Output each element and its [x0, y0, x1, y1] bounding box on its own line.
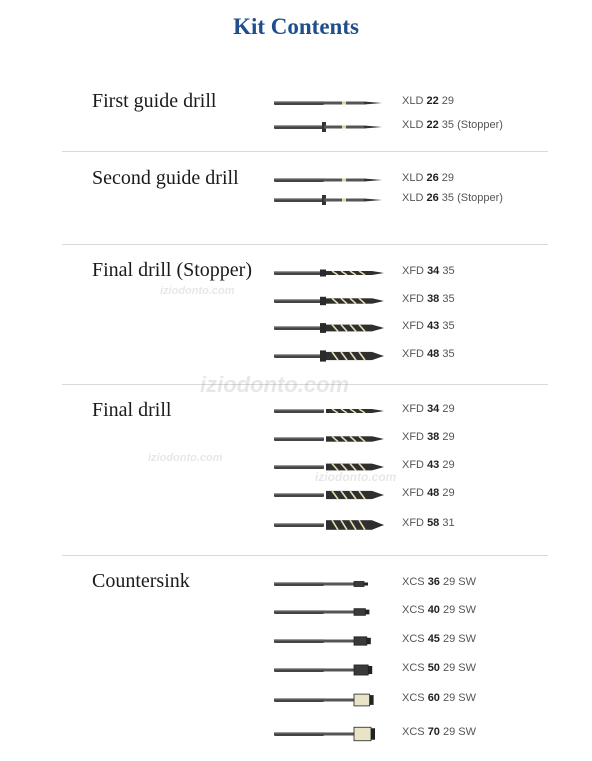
item-code-suffix: 29: [441, 172, 455, 184]
final-drill-icon: [272, 292, 392, 310]
kit-item: [272, 603, 552, 619]
item-code-size: 50: [427, 662, 440, 674]
item-code: [402, 692, 476, 704]
item-code-prefix: XLD: [402, 95, 424, 107]
item-code-prefix: XCS: [402, 726, 425, 738]
section-label: Final drill: [92, 399, 172, 421]
item-code-suffix: 29: [441, 95, 455, 107]
final-drill-icon: [272, 402, 392, 420]
item-code-prefix: XCS: [402, 576, 425, 588]
kit-item: [272, 516, 552, 532]
item-code-size: 38: [427, 293, 440, 305]
item-code-prefix: XFD: [402, 459, 424, 471]
section-label: Second guide drill: [92, 167, 239, 189]
item-code-prefix: XLD: [402, 119, 424, 131]
kit-item: [272, 191, 552, 207]
item-code: [402, 459, 455, 471]
item-code-suffix: 31: [442, 517, 455, 529]
item-code-suffix: 35 (Stopper): [441, 119, 503, 131]
item-code-prefix: XFD: [402, 487, 424, 499]
kit-item: [272, 118, 552, 134]
kit-item: [272, 264, 552, 280]
item-code: [402, 726, 476, 738]
item-code-suffix: 35: [442, 320, 455, 332]
item-code-size: 45: [427, 633, 440, 645]
guide-drill-icon: [272, 118, 392, 136]
countersink-drill-icon: [272, 691, 392, 709]
item-code-prefix: XFD: [402, 348, 424, 360]
kit-item: [272, 691, 552, 707]
item-code-prefix: XLD: [402, 192, 424, 204]
final-drill-icon: [272, 430, 392, 448]
item-code: [402, 95, 454, 107]
item-code-suffix: 29 SW: [443, 633, 477, 645]
item-code-size: 34: [427, 265, 440, 277]
watermark: iziodonto.com: [200, 372, 350, 397]
item-code-prefix: XFD: [402, 265, 424, 277]
section-divider: [62, 151, 548, 152]
section-label: Final drill (Stopper): [92, 259, 252, 281]
guide-drill-icon: [272, 171, 392, 189]
item-code-size: 43: [427, 459, 440, 471]
item-code-prefix: XCS: [402, 604, 425, 616]
item-code-suffix: 35: [442, 293, 455, 305]
kit-item: [272, 661, 552, 677]
item-code-suffix: 35 (Stopper): [441, 192, 503, 204]
item-code-size: 26: [426, 172, 439, 184]
final-drill-icon: [272, 486, 392, 504]
item-code: [402, 517, 455, 529]
item-code: [402, 293, 455, 305]
guide-drill-icon: [272, 94, 392, 112]
item-code-size: 38: [427, 431, 440, 443]
page-title: Kit Contents: [233, 14, 359, 39]
section-label: First guide drill: [92, 90, 217, 112]
countersink-drill-icon: [272, 575, 392, 593]
watermark: iziodonto.com: [315, 470, 397, 484]
watermark: iziodonto.com: [160, 285, 235, 297]
item-code-size: 22: [426, 119, 439, 131]
item-code-suffix: 35: [442, 348, 455, 360]
item-code: [402, 320, 455, 332]
kit-item: [272, 575, 552, 591]
item-code: [402, 487, 455, 499]
item-code-prefix: XCS: [402, 692, 425, 704]
item-code-prefix: XFD: [402, 293, 424, 305]
item-code-prefix: XLD: [402, 172, 424, 184]
item-code: [402, 431, 455, 443]
item-code-suffix: 35: [442, 265, 455, 277]
item-code: [402, 604, 476, 616]
item-code: [402, 348, 455, 360]
item-code: [402, 576, 476, 588]
section-divider: [62, 244, 548, 245]
item-code-prefix: XFD: [402, 403, 424, 415]
item-code: [402, 662, 476, 674]
section-divider: [62, 555, 548, 556]
final-drill-icon: [272, 516, 392, 534]
watermark: iziodonto.com: [148, 452, 223, 464]
item-code: [402, 172, 454, 184]
item-code-suffix: 29 SW: [443, 692, 477, 704]
item-code-suffix: 29 SW: [443, 576, 477, 588]
countersink-drill-icon: [272, 661, 392, 679]
item-code: [402, 265, 455, 277]
item-code-suffix: 29 SW: [443, 662, 477, 674]
item-code-size: 40: [427, 604, 440, 616]
kit-item: [272, 430, 552, 446]
item-code-size: 48: [427, 487, 440, 499]
item-code-prefix: XCS: [402, 662, 425, 674]
final-drill-icon: [272, 347, 392, 365]
item-code-suffix: 29: [442, 431, 455, 443]
kit-item: [272, 458, 552, 474]
kit-item: [272, 725, 552, 741]
section-label: Countersink: [92, 570, 190, 592]
item-code: [402, 119, 503, 131]
kit-item: [272, 402, 552, 418]
item-code-size: 70: [427, 726, 440, 738]
final-drill-icon: [272, 319, 392, 337]
item-code-size: 34: [427, 403, 440, 415]
item-code-size: 22: [426, 95, 439, 107]
item-code-prefix: XFD: [402, 320, 424, 332]
item-code-size: 43: [427, 320, 440, 332]
item-code-size: 26: [426, 192, 439, 204]
guide-drill-icon: [272, 191, 392, 209]
countersink-drill-icon: [272, 632, 392, 650]
item-code: [402, 403, 455, 415]
final-drill-icon: [272, 264, 392, 282]
countersink-drill-icon: [272, 725, 392, 743]
item-code-suffix: 29 SW: [443, 726, 477, 738]
kit-item: [272, 632, 552, 648]
item-code-suffix: 29: [442, 459, 455, 471]
item-code-suffix: 29: [442, 403, 455, 415]
kit-item: [272, 292, 552, 308]
kit-item: [272, 94, 552, 110]
item-code-prefix: XFD: [402, 517, 424, 529]
item-code-prefix: XCS: [402, 633, 425, 645]
item-code: [402, 192, 503, 204]
countersink-drill-icon: [272, 603, 392, 621]
item-code: [402, 633, 476, 645]
item-code-size: 60: [427, 692, 440, 704]
item-code-prefix: XFD: [402, 431, 424, 443]
kit-item: [272, 486, 552, 502]
kit-item: [272, 347, 552, 363]
item-code-size: 58: [427, 517, 440, 529]
item-code-size: 48: [427, 348, 440, 360]
item-code-size: 36: [427, 576, 440, 588]
item-code-suffix: 29: [442, 487, 455, 499]
kit-item: [272, 319, 552, 335]
kit-item: [272, 171, 552, 187]
item-code-suffix: 29 SW: [443, 604, 477, 616]
